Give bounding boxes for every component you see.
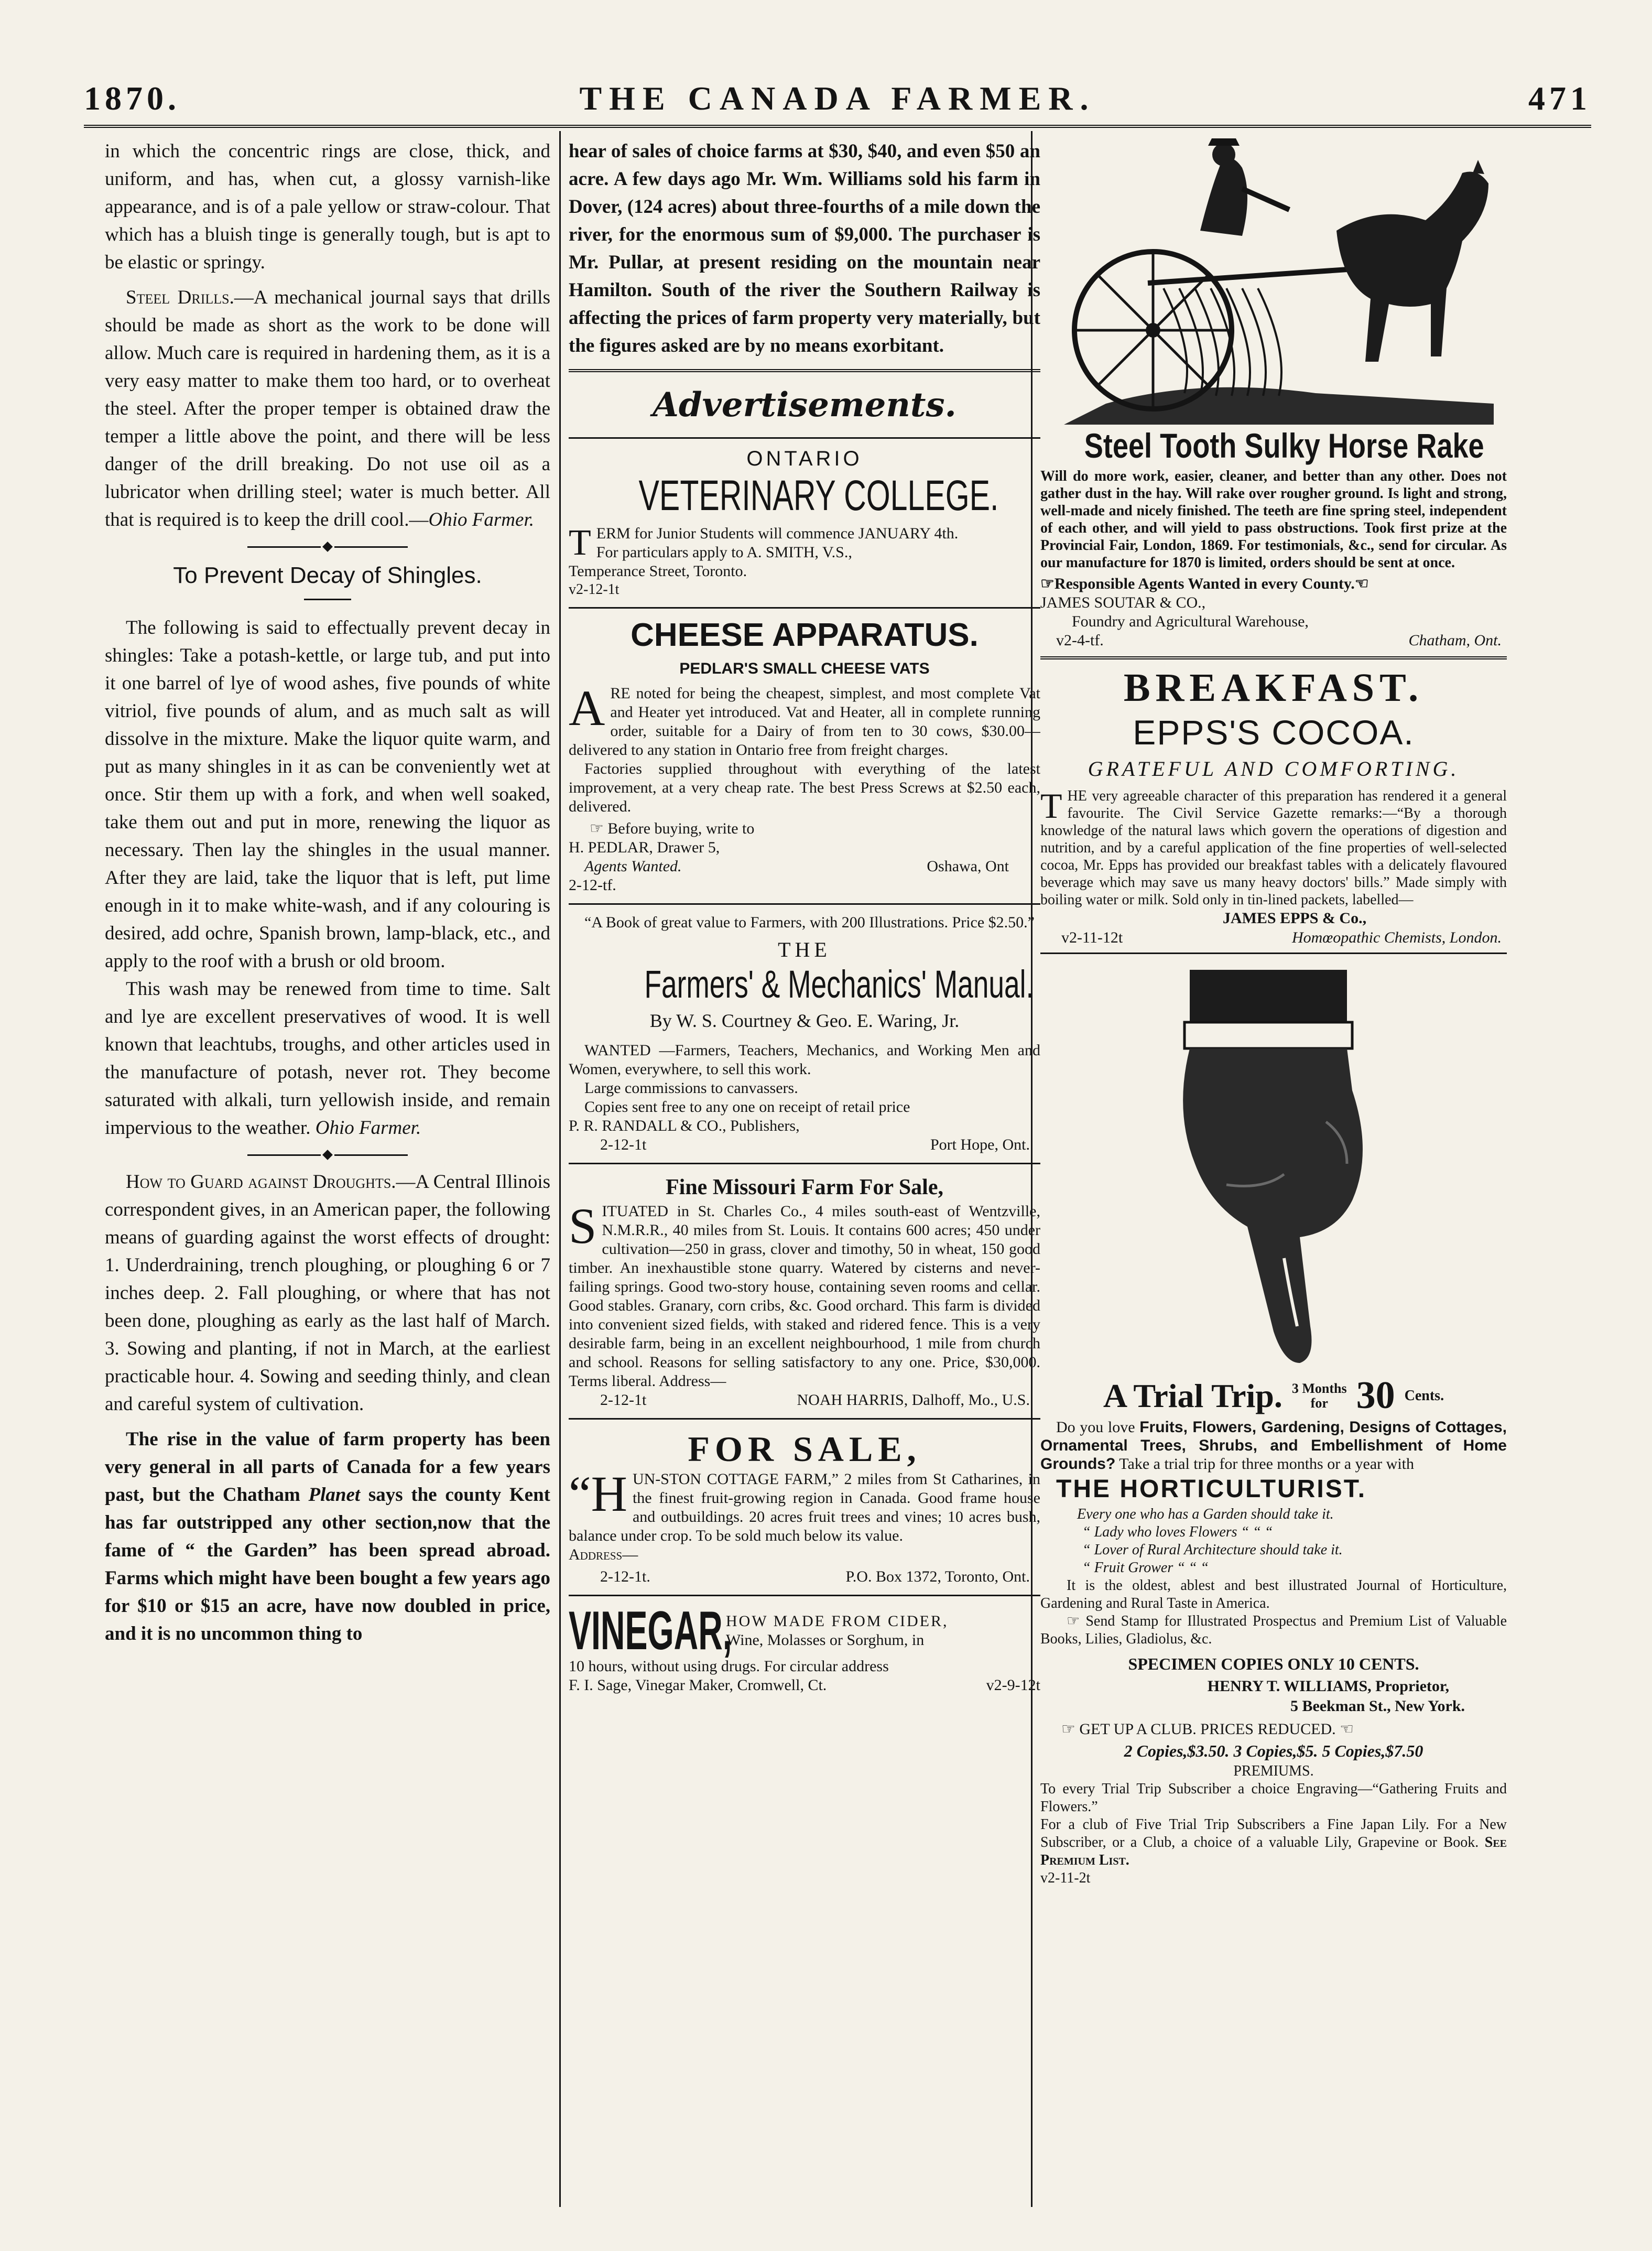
ad-title: A Trial Trip. — [1103, 1377, 1283, 1414]
article-text: hear of sales of choice farms at $30, $40, and even $50 an acre. A few days ago Mr. Wm. Williams sold his farm in Dover, (124 acres) about three-fourths of a mile down the river, for the enormous sum of $9,000. The purchaser is Mr. Pullar, at present residing on the mountain near Hamilton. South of the river the Southern Railway is affecting the prices of farm property very materially, but the figures asked are by no means exorbitant. — [569, 140, 1040, 356]
ad-vinegar — [569, 1600, 1040, 1695]
rule — [569, 607, 1040, 609]
article-text: says the county Kent has far outstripped any other section,now that the fame of “ the Garden” has been spread abroad. Farms which might have been bought a few years ago for $10 or $15 an acre, have now doubled in price, and it is no uncommon thing to — [105, 1484, 550, 1644]
section-divider — [105, 543, 550, 550]
ad-body: TERM for Junior Students will commence JANUARY 4th. — [569, 523, 959, 563]
ad-body-text: ITUATED in St. Charles Co., 4 miles south-east of Wentzville, N.M.R.R., 40 miles from St. Louis. It contains 600 acres; 450 under cultivation—250 in grass, clover and timothy, 50 in wheat, 150 good timber. An inexhaustible stone quarry. Watered by cisterns and never-failing springs. Good two-story house, containing seven rooms and cellar. Good stables. Granary, corn cribs, &c. Good orchard. This farm is divided into convenient sized fields, with staked and ridered fence. This is a very desirable farm, being in an excellent neighbourhood, 1 mile from church and school. Reasons for selling satisfactory to any one. Price, $30,000. Terms liberal. Address— — [569, 1203, 1040, 1390]
article-lead: Steel Drills. — [126, 287, 234, 308]
rule — [569, 903, 1040, 905]
horse-rake-illustration — [1043, 131, 1504, 425]
ad-code: v2-11-2t — [1040, 1870, 1091, 1886]
ad-code: v2-4-tf. — [1056, 632, 1104, 649]
ad-title-text: Farmers' & Mechanics' Manual. — [644, 962, 1034, 1006]
ad-text: Cents. — [1404, 1387, 1444, 1404]
short-rule — [304, 599, 351, 600]
ad-line — [569, 1564, 1040, 1586]
ad-body-text: ERM for Junior Students will commence JANUARY 4th. — [596, 525, 959, 542]
horse-rake-icon — [1043, 131, 1504, 425]
ad-subtitle: THE HORTICULTURIST. — [1056, 1475, 1367, 1503]
ad-body: “A Book of great value to Farmers, with 200 Illustrations. Price $2.50.” — [584, 914, 1035, 931]
ad-title: FOR SALE, — [688, 1429, 921, 1469]
ad-name: NOAH HARRIS, Dalhoff, Mo., U.S. — [797, 1391, 1030, 1409]
ad-kicker: ONTARIO — [746, 447, 863, 470]
ad-subtitle: PREMIUMS. — [1233, 1763, 1314, 1779]
ad-body: WANTED —Farmers, Teachers, Mechanics, and Working Men and Women, everywhere, to sell this work. — [569, 1042, 1040, 1078]
page-number: 471 — [1528, 80, 1591, 117]
ad-text: “ Fruit Grower “ “ “ — [1082, 1560, 1209, 1576]
rule — [569, 1418, 1040, 1420]
ad-body: For particulars apply to A. SMITH, V.S., — [596, 544, 852, 561]
ad-body-text: RE noted for being the cheapest, simplest, and most complete Vat and Heater yet introduced. Vat and Heater, all in complete running order, suitable for a Dairy of from ten to 30 cows, $30.00—delivered to any station in Ontario free from freight charges. — [569, 685, 1040, 759]
ad-line — [1040, 575, 1507, 593]
ad-horticulturist — [1040, 1373, 1507, 1887]
article-steel-drills — [105, 284, 550, 534]
ad-code: 2-12-1t — [600, 1136, 647, 1153]
ad-text: SPECIMEN COPIES ONLY 10 CENTS. — [1128, 1654, 1419, 1673]
article-text — [105, 975, 550, 1142]
ad-code: v2-9-12t — [986, 1676, 1040, 1694]
ad-address-label: Address— — [569, 1546, 638, 1563]
ad-town: Chatham, Ont. — [1408, 632, 1502, 649]
rule — [569, 437, 1040, 439]
ad-subtitle: PEDLAR'S SMALL CHEESE VATS — [679, 660, 930, 677]
pointing-hand-icon: ☞ — [590, 820, 604, 837]
article-text: The rise in the value of farm property has been very general in all parts of Canada for a few years past, but the Chatham — [105, 1428, 550, 1506]
page-header — [84, 78, 1591, 120]
article-lead: How to Guard against Droughts. — [126, 1171, 396, 1193]
ad-text: Take a trial trip for three months or a year with — [1119, 1455, 1414, 1473]
ad-body-text: HE very agreeable character of this preparation has rendered it a general favourite. The Civil Service Gazette remarks:—“By a thorough knowledge of the natural laws which govern the operations of digestion and nutrition, and by a careful application of the fine properties of well-selected cocoa, Mr. Epps has provided our breakfast tables with a delicately flavoured beverage which may save us many heavy doctors' bills.” Made simply with boiling water or milk. Sold only in tin-lined packets, labelled— — [1040, 788, 1507, 908]
pointing-hand-icon: ☞ — [1040, 575, 1055, 592]
ad-subtitle: GRATEFUL AND COMFORTING. — [1088, 757, 1460, 781]
article-farm-property — [105, 1425, 550, 1648]
ad-town: Port Hope, Ont. — [930, 1136, 1030, 1153]
ad-code: v2-12-1t — [569, 581, 620, 598]
ad-body — [1040, 1816, 1507, 1869]
advertisements-heading: Advertisements. — [653, 385, 957, 425]
ad-text: Responsible Agents Wanted in every County. — [1054, 575, 1355, 592]
article-source: Ohio Farmer. — [315, 1117, 421, 1139]
ad-name: JAMES EPPS & Co., — [1222, 910, 1367, 927]
ad-text: Fruits, Flowers, Gardening, Designs of Cottages, Ornamental Trees, Shrubs, and Embellishment of Home Grounds? — [1040, 1419, 1507, 1473]
ad-body-text: UN-STON COTTAGE FARM,” 2 miles from St Catharines, in the finest fruit-growing region in Canada. Good frame house and outbuildings. 20 acres fruit trees and vines; 10 acres bush, balance under crop. To be sold much below its value. — [569, 1470, 1040, 1544]
ad-text: Homœopathic Chemists, London. — [1291, 929, 1502, 946]
ad-text: Foundry and Agricultural Warehouse, — [1072, 613, 1309, 630]
ad-code: 2-12-1t. — [600, 1568, 650, 1585]
ad-town: Oshawa, Ont — [927, 858, 1009, 875]
ad-line — [1040, 631, 1507, 650]
ad-address: P.O. Box 1372, Toronto, Ont. — [845, 1568, 1030, 1585]
ad-byline: By W. S. Courtney & Geo. E. Waring, Jr. — [649, 1010, 960, 1031]
ad-months — [1292, 1381, 1347, 1411]
ad-text: for — [1310, 1395, 1328, 1411]
header-rule — [84, 125, 1591, 128]
ad-body — [1040, 1418, 1507, 1473]
ad-body: Factories supplied throughout with everything of the latest improvement, at a very cheap rate. The best Press Screws at $2.50 each, delivered. — [569, 760, 1040, 815]
newspaper-name: Planet — [308, 1484, 361, 1506]
ad-code: 2-12-1t — [600, 1391, 647, 1409]
pointing-hand-icon: ☞ — [1067, 1613, 1080, 1629]
article-source: Ohio Farmer. — [428, 509, 534, 531]
ad-kicker: BREAKFAST. — [1123, 666, 1424, 710]
article-text: in which the concentric rings are close, thick, and uniform, and has, when cut, a glossy varnish-like appearance, and is of a pale yellow or straw-colour. That which has a bluish tinge is generally tough, but is apt to be elastic or springy. — [105, 140, 550, 273]
ad-address: Temperance Street, Toronto. — [569, 562, 747, 580]
ad-line — [569, 1135, 1040, 1154]
ad-farmers-manual — [569, 913, 1040, 1154]
ad-body: It is the oldest, ablest and best illustrated Journal of Horticulture, Gardening and Rural Taste in America. — [1040, 1577, 1507, 1611]
ad-text: Wine, Molasses or Sorghum, in — [726, 1631, 925, 1649]
article-text: —A mechanical journal says that drills should be made as short as the work to be done will allow. Much care is required in hardening them, as it is a very easy matter to make them too hard, or to overheat the steel. After the proper temper is obtained draw the temper a little above the point, and there will be less danger of the drill breaking. Do not use oil as a lubricator when drilling steel; water is much better. All that is required is to keep the drill cool.— — [105, 287, 550, 531]
ad-text: GET UP A CLUB. PRICES REDUCED. — [1079, 1720, 1336, 1738]
ad-title: CHEESE APPARATUS. — [631, 617, 979, 653]
ad-name: HENRY T. WILLIAMS, Proprietor, — [1207, 1678, 1449, 1695]
ad-body: Copies sent free to any one on receipt of retail price — [584, 1098, 910, 1116]
ad-prices: 2 Copies,$3.50. 3 Copies,$5. 5 Copies,$7.50 — [1124, 1741, 1423, 1760]
column-rule-1 — [559, 131, 561, 2207]
ad-title-text: VETERINARY COLLEGE. — [638, 472, 999, 520]
rule — [1040, 953, 1507, 954]
ad-name: H. PEDLAR, Drawer 5, — [569, 839, 720, 856]
rule — [569, 1163, 1040, 1164]
header-year: 1870. — [84, 80, 180, 117]
pointing-hand-icon — [1127, 965, 1420, 1373]
ad-epps-cocoa — [1040, 666, 1507, 947]
ad-line — [569, 819, 1040, 838]
article-heading: To Prevent Decay of Shingles. — [173, 562, 482, 588]
ad-body: Large commissions to canvassers. — [584, 1079, 798, 1097]
ad-title: EPPS'S COCOA. — [1133, 713, 1415, 752]
pointing-hand-icon: ☜ — [1340, 1720, 1354, 1738]
ad-title-text: Steel Tooth Sulky Horse Rake — [1084, 426, 1484, 465]
ad-line — [569, 857, 1040, 876]
ad-line — [569, 1391, 1040, 1410]
ad-name: P. R. RANDALL & CO., Publishers, — [569, 1117, 800, 1134]
ad-text: Before buying, write to — [607, 820, 755, 837]
double-rule — [569, 369, 1040, 372]
ad-veterinary-college — [569, 447, 1040, 599]
ad-text: Agents Wanted. — [584, 858, 682, 875]
ad-line — [1040, 928, 1507, 947]
pointing-hand-icon: ☞ — [1061, 1720, 1075, 1738]
ad-name: JAMES SOUTAR & CO., — [1040, 594, 1206, 611]
ad-for-sale — [569, 1428, 1040, 1586]
ad-price: 30 — [1356, 1374, 1395, 1417]
double-rule — [1040, 656, 1507, 659]
article-droughts — [105, 1168, 550, 1418]
column-2 — [569, 137, 1040, 1695]
ad-body: Will do more work, easier, cleaner, and better than any other. Does not gather dust in the hay. Will rake over rougher ground. Is light and strong, well-made and nicely finished. The teeth are fine spring steel, independent of each other, and will yield to pass obstructions. Took first prize at the Provincial Fair, London, 1869. For testimonials, &c., send for circular. As our manufacture for 1870 is limited, orders should be sent at once. — [1040, 468, 1507, 571]
ad-text: HOW MADE FROM CIDER, — [726, 1613, 949, 1630]
ad-title: VINEGAR, — [569, 1600, 732, 1661]
ad-title — [569, 962, 1040, 1008]
ad-cheese-apparatus — [569, 617, 1040, 895]
ad-title — [1040, 425, 1507, 468]
ad-address: 5 Beekman St., New York. — [1290, 1697, 1465, 1715]
ad-text: Send Stamp for Illustrated Prospectus and Premium List of Valuable Books, Lilies, Gladiolus, &c. — [1040, 1613, 1507, 1647]
ad-code: v2-11-12t — [1061, 929, 1123, 946]
article-text-span: This wash may be renewed from time to time. Salt and lye are excellent preservatives of wood. It is well known that leachtubs, troughs, and other articles used in the manufacture of potash, never rot. They become saturated with alkali, turn yellowish inside, and remain impervious to the weather. — [105, 978, 550, 1139]
ad-text: Every one who has a Garden should take it. — [1077, 1506, 1334, 1522]
ad-body: 10 hours, without using drugs. For circular address — [569, 1658, 889, 1675]
column-3 — [1040, 131, 1507, 1887]
article-text: The following is said to effectually prevent decay in shingles: Take a potash-kettle, or large tub, and put into it one barrel of lye of wood ashes, five pounds of white vitriol, five pounds of alum, and as much salt as will dissolve in the mixture. Make the liquor quite warm, and put as many shingles in it as can be conveniently wet at once. Stir them up with a fork, and when well soaked, take them out and put in more, renewing the liquor as necessary. Then lay the shingles in the usual manner. After they are laid, take the liquor that is left, put lime enough in it to make white-wash, and if any colouring is desired, add ochre, Spanish brown, lamp-black, etc., and apply to the roof with a brush or old broom. — [105, 617, 550, 972]
ad-missouri-farm — [569, 1173, 1040, 1410]
ad-line — [1040, 1613, 1507, 1648]
ad-text: “ Lady who loves Flowers “ “ “ — [1082, 1524, 1273, 1540]
column-1 — [105, 137, 550, 1648]
ad-line — [1040, 1719, 1507, 1739]
ad-line — [569, 1676, 1040, 1695]
ad-text: For a club of Five Trial Trip Subscribers a Fine Japan Lily. For a New Subscriber, or a Club, a choice of a valuable Lily, Grapevine or Book. — [1040, 1816, 1507, 1850]
ad-title: Fine Missouri Farm For Sale, — [666, 1175, 943, 1199]
ad-body: ARE noted for being the cheapest, simplest, and most complete Vat and Heater yet introduced. Vat and Heater, all in complete running order, suitable for a Dairy of from ten to 30 cows, $30.00—delivered to any station in Ontario free from freight charges. — [569, 680, 1040, 759]
pointing-hand-icon: ☜ — [1354, 575, 1369, 592]
article-text: —A Central Illinois correspondent gives, in an American paper, the following means of guarding against the worst effects of drought: 1. Underdraining, trench ploughing, or ploughing 6 or 7 inches deep. 2. Fall ploughing, or where that has not been done, ploughing as early as the last half of March. 3. Sowing and planting, if not in March, at the earliest practicable hour. 4. Sowing and seeding thinly, and clean and careful system of cultivation. — [105, 1171, 550, 1415]
ad-body: THE very agreeable character of this preparation has rendered it a general favourite. The Civil Service Gazette remarks:—“By a thorough knowledge of the natural laws which govern the operations of digestion and nutrition, and by a careful application of the fine properties of well-selected cocoa, Mr. Epps has provided our breakfast tables with a delicately flavoured beverage which may save us many heavy doctors' bills.” Made simply with boiling water or milk. Sold only in tin-lined packets, labelled— — [1040, 786, 1507, 908]
pointing-hand-illustration — [1127, 965, 1420, 1373]
ad-text: 3 Months — [1291, 1380, 1347, 1396]
ad-body: SITUATED in St. Charles Co., 4 miles south-east of Wentzville, N.M.R.R., 40 miles from St. Louis. It contains 600 acres; 450 under cultivation—250 in grass, clover and timothy, 50 in wheat, 150 good timber. An inexhaustible stone quarry. Watered by cisterns and never-failing springs. Good two-story house, containing seven rooms and cellar. Good stables. Granary, corn cribs, &c. Good orchard. This farm is divided into convenient sized fields, with staked and ridered fence. This is a very desirable farm, being in an excellent neighbourhood, 1 mile from church and school. Reasons for selling satisfactory to any one. Price, $30,000. Terms liberal. Address— — [569, 1198, 1040, 1390]
ad-body: To every Trial Trip Subscriber a choice Engraving—“Gathering Fruits and Flowers.” — [1040, 1781, 1507, 1815]
ad-text: “ Lover of Rural Architecture should take it. — [1082, 1542, 1343, 1558]
ad-kicker: THE — [778, 938, 831, 961]
rule — [569, 1595, 1040, 1596]
ad-title — [569, 471, 1040, 521]
ad-body: “HUN-STON COTTAGE FARM,” 2 miles from St Catharines, in the finest fruit-growing region in Canada. Good frame house and outbuildings. 20 acres fruit trees and vines; 10 acres bush, balance under crop. To be sold much below its value. — [569, 1466, 1040, 1544]
ad-text: Do you love — [1056, 1419, 1135, 1436]
ad-text: See Premium List. — [1040, 1834, 1507, 1868]
ad-name: F. I. Sage, Vinegar Maker, Cromwell, Ct. — [569, 1676, 827, 1694]
masthead-title: THE CANADA FARMER. — [579, 80, 1096, 117]
ad-code: 2-12-tf. — [569, 876, 616, 894]
section-divider — [105, 1151, 550, 1159]
